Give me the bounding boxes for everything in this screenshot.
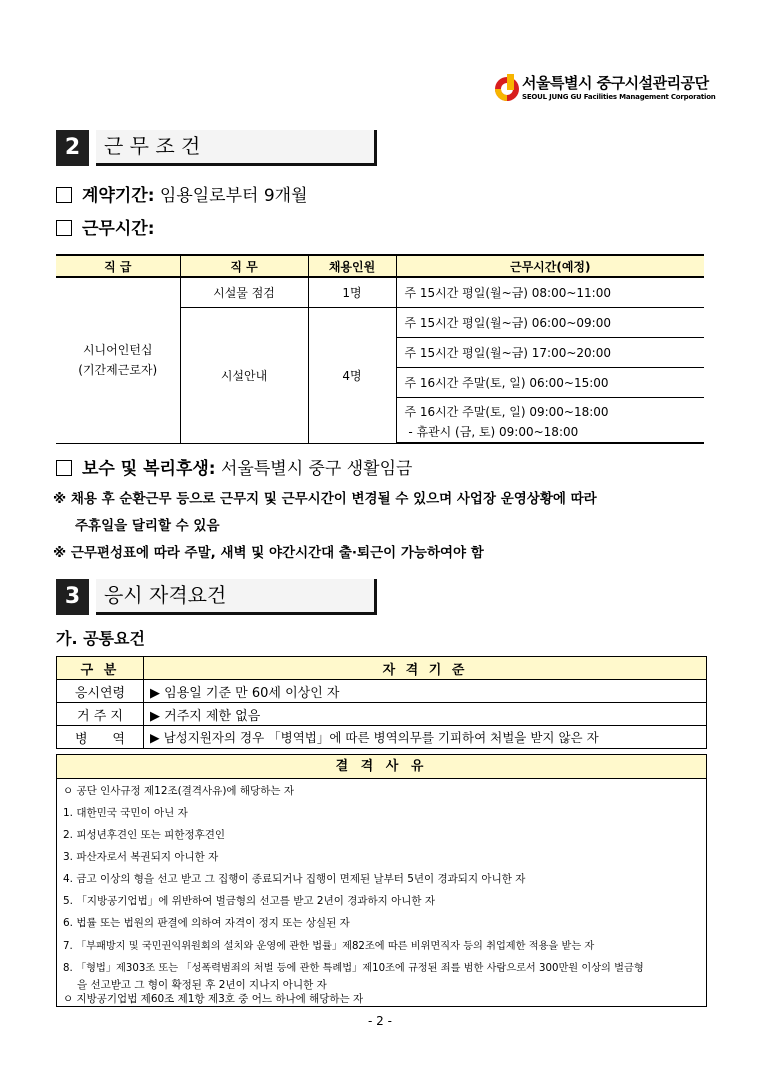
qual-value: ▶ 거주지 제한 없음 [144, 703, 707, 726]
disqualification-item: 4. 금고 이상의 형을 선고 받고 그 집행이 종료되거나 집행이 면제된 날부터 5년이 경과되지 아니한 자 [63, 873, 526, 885]
contract-label: 계약기간: [82, 186, 155, 206]
disqualification-title: 결 격 사 유 [57, 755, 706, 779]
duty-guide: 시설안내 [180, 308, 308, 444]
hours-cell: 주 16시간 주말(토, 일) 09:00~18:00 [396, 398, 704, 421]
table-header-row [56, 255, 704, 277]
hours-cell-closed: - 휴관시 (금, 토) 09:00~18:00 [396, 420, 704, 443]
logo-mark-icon [492, 70, 522, 104]
checkbox-icon [56, 220, 72, 236]
disqualification-item: 6. 법률 또는 법원의 판결에 의하여 자격이 정지 또는 상실된 자 [63, 917, 350, 929]
grade-cell [56, 277, 180, 443]
table-row [57, 703, 707, 726]
hours-label: 근무시간: [82, 219, 155, 239]
working-hours-table [56, 254, 704, 444]
pay-value: 서울특별시 중구 생활임금 [221, 459, 413, 479]
section-title: 근 무 조 건 [104, 134, 201, 158]
hours-cell: 주 15시간 평일(월~금) 08:00~11:00 [396, 277, 704, 308]
table-row [56, 277, 704, 308]
qualification-table [56, 656, 707, 749]
disqualification-box [56, 754, 707, 1007]
header-count: 채용인원 [308, 255, 396, 277]
disqualification-item: 5. 「지방공기업법」에 위반하여 벌금형의 선고를 받고 2년이 경과하지 아니한 자 [63, 895, 436, 907]
grade-name: 시니어인턴십 [82, 343, 153, 358]
logo-english: SEOUL JUNG GU Facilities Management Corporation [522, 93, 716, 101]
section-number: 3 [56, 579, 89, 615]
qual-value: ▶ 임용일 기준 만 60세 이상인 자 [144, 680, 707, 703]
disqualification-item: 8. 「형법」제303조 또는 「성폭력범죄의 처벌 등에 관한 특례법」제10조에 규정된 죄를 범한 사람으로서 300만원 이상의 벌금형 [63, 963, 644, 974]
header-hours: 근무시간(예정) [396, 255, 704, 277]
checkbox-icon [56, 460, 72, 476]
qual-key: 응시연령 [57, 680, 144, 703]
disqualification-item: 1. 대한민국 국민이 아닌 자 [63, 807, 188, 819]
table-row [57, 680, 707, 703]
duty-inspection: 시설물 점검 [180, 277, 308, 308]
pay-benefits [56, 454, 412, 479]
hours-cell: 주 16시간 주말(토, 일) 06:00~15:00 [396, 368, 704, 398]
corporation-logo [492, 68, 714, 110]
count-guide: 4명 [308, 308, 396, 444]
qual-value: ▶ 남성지원자의 경우 「병역법」에 따른 병역의무를 기피하여 처벌을 받지 않은 자 [144, 726, 707, 749]
table-header-row [57, 657, 707, 680]
count-inspection: 1명 [308, 277, 396, 308]
section-title-box [96, 130, 377, 166]
section-number: 2 [56, 130, 89, 166]
disqualification-item: 3. 파산자로서 복권되지 아니한 자 [63, 851, 219, 863]
common-requirements-title: 가. 공통요건 [56, 629, 145, 648]
disqualification-item-cont: 을 선고받고 그 형이 확정된 후 2년이 지나지 아니한 자 [77, 979, 327, 991]
disqualification-item: ㅇ 지방공기업법 제60조 제1항 제3호 중 어느 하나에 해당하는 자 [63, 993, 364, 1005]
note-1: ※ 채용 후 순환근무 등으로 근무지 및 근무시간이 변경될 수 있으며 사업장 운영상황에 따라 [53, 491, 597, 507]
pay-label: 보수 및 복리후생: [82, 459, 216, 479]
disqualification-item: 7. 「부패방지 및 국민권익위원회의 설치와 운영에 관한 법률」제82조에 따른 비위면직자 등의 취업제한 적용을 받는 자 [63, 941, 595, 952]
section-title: 응시 자격요건 [104, 583, 227, 607]
contract-value: 임용일로부터 9개월 [159, 186, 308, 206]
section-title-box [96, 579, 377, 615]
checkbox-icon [56, 187, 72, 203]
header-criteria: 자 격 기 준 [144, 657, 707, 680]
qual-key: 병 역 [57, 726, 144, 749]
disqualification-item: ㅇ 공단 인사규정 제12조(결격사유)에 해당하는 자 [63, 785, 294, 797]
contract-period [56, 181, 308, 206]
note-2: ※ 근무편성표에 따라 주말, 새벽 및 야간시간대 출·퇴근이 가능하여야 함 [53, 545, 484, 561]
table-row [57, 726, 707, 749]
working-hours-heading [56, 214, 155, 239]
page-number: - 2 - [368, 1014, 392, 1028]
logo-korean: 서울특별시 중구시설관리공단 [522, 74, 709, 92]
header-category: 구 분 [57, 657, 144, 680]
qual-key: 거 주 지 [57, 703, 144, 726]
hours-cell: 주 15시간 평일(월~금) 06:00~09:00 [396, 308, 704, 338]
hours-cell: 주 15시간 평일(월~금) 17:00~20:00 [396, 338, 704, 368]
disqualification-item: 2. 피성년후견인 또는 피한정후견인 [63, 829, 226, 841]
header-duty: 직 무 [180, 255, 308, 277]
note-1-cont: 주휴일을 달리할 수 있음 [75, 518, 220, 534]
header-grade: 직 급 [56, 255, 180, 277]
grade-sub: (기간제근로자) [78, 363, 158, 378]
